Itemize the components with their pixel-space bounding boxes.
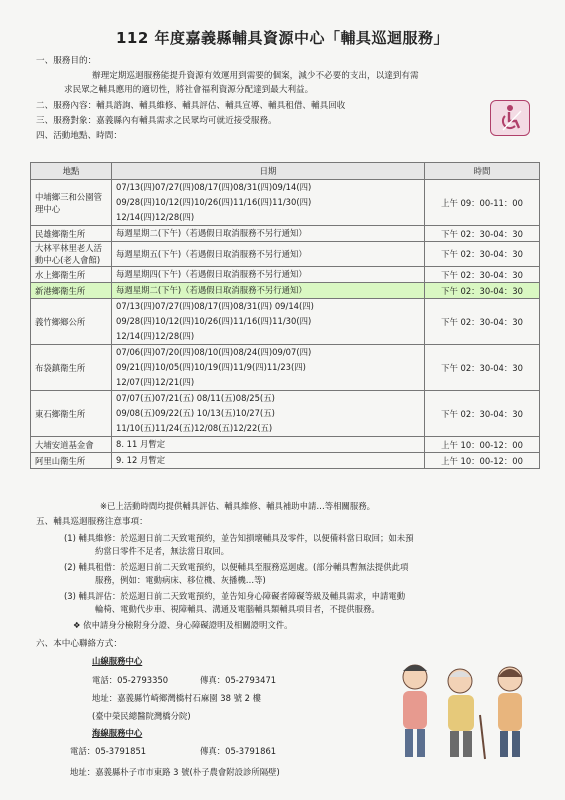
- dates-cell-line: 每週星期五(下午)（若遇假日取消服務不另行通知）: [116, 248, 307, 259]
- section-4-heading: 四、活動地點、時間：: [36, 131, 122, 141]
- wheelchair-icon: [491, 101, 529, 135]
- site-cell-line: 水上鄉衛生所: [35, 269, 86, 280]
- dates-cell: [112, 226, 425, 242]
- site-cell-line: 中埔鄉三和公園管: [35, 191, 102, 202]
- header-dates: 日期: [112, 163, 425, 180]
- section-1-body-line-2: 求民眾之輔具應用的適切性，將社會福利資源分配達到最大利益。: [64, 85, 314, 95]
- site-cell: [31, 299, 112, 345]
- note-3-line-2: 輪椅、電動代步車、視障輔具、溝通及電腦輔具類輔具項目者，不提供服務。: [95, 604, 380, 614]
- site-cell-line: 義竹鄉鄉公所: [35, 316, 86, 327]
- section-3: 三、服務對象：嘉義縣內有輔具需求之民眾均可就近接受服務。: [36, 116, 277, 126]
- site-cell: [31, 391, 112, 437]
- schedule-table: [30, 162, 540, 469]
- table-row: [31, 242, 540, 267]
- table-row: [31, 299, 540, 345]
- mountain-center-address: 地址：嘉義縣竹崎鄉灣橋村石麻園 38 號 2 樓: [92, 693, 262, 703]
- header-time: 時間: [425, 163, 540, 180]
- dates-cell-line: 07/07(五)07/21(五) 08/11(五)08/25(五): [116, 393, 275, 403]
- dates-cell-line: 12/07(四)12/21(四): [116, 377, 195, 387]
- elderly-illustration: [385, 655, 540, 765]
- site-cell: [31, 437, 112, 453]
- mountain-center-fax: 傳真：05-2793471: [200, 675, 277, 685]
- time-cell: 下午 02：30-04：30: [425, 391, 540, 437]
- table-row: [31, 180, 540, 226]
- note-1-line-2: 約當日零件不足者，無法當日取回。: [95, 546, 229, 556]
- dates-cell: [112, 283, 425, 299]
- site-cell-line: 理中心: [35, 203, 61, 214]
- time-cell: 上午 10：00-12：00: [425, 437, 540, 453]
- dates-cell: [112, 242, 425, 267]
- site-cell: [31, 226, 112, 242]
- site-cell: [31, 453, 112, 469]
- dates-cell-line: 12/14(四)12/28(四): [116, 212, 195, 222]
- table-row: [31, 267, 540, 283]
- dates-cell-line: 11/10(五)11/24(五)12/08(五)12/22(五): [116, 423, 273, 433]
- site-cell-line: 阿里山衛生所: [35, 455, 86, 466]
- note-4: ❖ 依申請身分檢附身分證、身心障礙證明及相關證明文件。: [73, 620, 293, 630]
- site-cell: [31, 242, 112, 267]
- dates-cell-line: 每週星期二(下午)（若遇假日取消服務不另行通知）: [116, 228, 307, 238]
- dates-cell-line: 8. 11 月暫定: [116, 439, 166, 449]
- dates-cell: [112, 391, 425, 437]
- time-cell: 下午 02：30-04：30: [425, 242, 540, 267]
- time-cell: 下午 02：30-04：30: [425, 267, 540, 283]
- table-row: [31, 283, 540, 299]
- site-cell-line: 大埔安道基金會: [35, 439, 94, 450]
- section-1-body-line-1: 辦理定期巡迴服務能提升資源有效運用到需要的個案，減少不必要的支出，以達到有需: [92, 71, 419, 81]
- site-cell: [31, 267, 112, 283]
- dates-cell-line: 09/28(四)10/12(四)10/26(四)11/16(四)11/30(四): [116, 197, 312, 207]
- mountain-center-address-note: (臺中榮民總醫院灣橋分院): [92, 711, 191, 721]
- coastal-center-name: 海線服務中心: [92, 728, 143, 738]
- site-cell-line: 動中心(老人會館): [35, 255, 101, 265]
- dates-cell: [112, 299, 425, 345]
- accessibility-logo: [490, 100, 530, 136]
- time-cell: 上午 09：00-11：00: [425, 180, 540, 226]
- dates-cell-line: 07/13(四)07/27(四)08/17(四)08/31(四) 09/14(四): [116, 301, 314, 311]
- site-cell-line: 東石鄉衛生所: [35, 408, 86, 419]
- note-1-line-1: (1) 輔具維修：於巡迴日前二天致電預約，並告知損壞輔具及零件，以便備料當日取回；如未預: [64, 533, 414, 543]
- dates-cell-line: 12/14(四)12/28(四): [116, 331, 195, 341]
- site-cell-line: 新港鄉衛生所: [35, 285, 86, 296]
- table-row: [31, 437, 540, 453]
- dates-cell: [112, 437, 425, 453]
- dates-cell-line: 09/21(四)10/05(四)10/19(四)11/9(四)11/23(四): [116, 362, 306, 372]
- time-cell: 下午 02：30-04：30: [425, 283, 540, 299]
- dates-cell-line: 09/08(五)09/22(五) 10/13(五)10/27(五): [116, 408, 275, 418]
- coastal-center-fax: 傳真：05-3791861: [200, 746, 277, 756]
- section-2: 二、服務內容：輔具諮詢、輔具維修、輔具評估、輔具宣導、輔具租借、輔具回收: [36, 101, 346, 111]
- table-row: [31, 453, 540, 469]
- site-cell: [31, 180, 112, 226]
- note-3-line-1: (3) 輔具評估：於巡迴日前二天致電預約，並告知身心障礙者障礙等級及輔具需求，申請電動: [64, 591, 406, 601]
- dates-cell-line: 07/06(四)07/20(四)08/10(四)08/24(四)09/07(四): [116, 347, 312, 357]
- time-cell: 下午 02：30-04：30: [425, 299, 540, 345]
- dates-cell: [112, 267, 425, 283]
- time-cell: 上午 10：00-12：00: [425, 453, 540, 469]
- note-2-line-2: 服務，例如：電動病床、移位機、灰播機…等): [95, 575, 266, 585]
- table-row: [31, 345, 540, 391]
- site-cell-line: 民雄鄉衛生所: [35, 228, 86, 239]
- section-5-heading: 五、輔具巡迴服務注意事項：: [36, 517, 148, 527]
- coastal-center-phone: 電話：05-3791851: [70, 746, 147, 756]
- section-1-heading: 一、服務目的：: [36, 56, 97, 66]
- dates-cell: [112, 453, 425, 469]
- mountain-center-name: 山線服務中心: [92, 656, 143, 666]
- dates-cell-line: 每週星期二(下午)（若遇假日取消服務不另行通知）: [116, 285, 307, 295]
- dates-cell: [112, 180, 425, 226]
- dates-cell-line: 每週星期四(下午)（若遇假日取消服務不另行通知）: [116, 269, 307, 279]
- table-row: [31, 391, 540, 437]
- site-cell: [31, 283, 112, 299]
- time-cell: 下午 02：30-04：30: [425, 226, 540, 242]
- site-cell: [31, 345, 112, 391]
- dates-cell-line: 07/13(四)07/27(四)08/17(四)08/31(四)09/14(四): [116, 182, 312, 192]
- mountain-center-phone: 電話：05-2793350: [92, 675, 169, 685]
- dates-cell: [112, 345, 425, 391]
- coastal-center-address: 地址：嘉義縣朴子市市東路 3 號(朴子農會附設診所隔壁): [70, 767, 280, 777]
- section-6-heading: 六、本中心聯絡方式：: [36, 639, 122, 649]
- time-cell: 下午 02：30-04：30: [425, 345, 540, 391]
- note-2-line-1: (2) 輔具租借：於巡迴日前二天致電預約，以便輔具至服務巡迴處。(部分輔具暫無法提供此項: [64, 562, 409, 572]
- header-site: 地點: [31, 163, 112, 180]
- document-title: 112 年度嘉義縣輔具資源中心「輔具巡迴服務」: [115, 29, 450, 47]
- table-row: [31, 226, 540, 242]
- dates-cell-line: 09/28(四)10/12(四)10/26(四)11/16(四)11/30(四): [116, 316, 312, 326]
- site-cell-line: 布袋鎮衛生所: [35, 362, 86, 373]
- dates-cell-line: 9. 12 月暫定: [116, 455, 166, 465]
- table-footnote: ※已上活動時間均提供輔具評估、輔具維修、輔具補助申請…等相關服務。: [100, 501, 376, 511]
- site-cell-line: 大林平林里老人活: [35, 243, 102, 253]
